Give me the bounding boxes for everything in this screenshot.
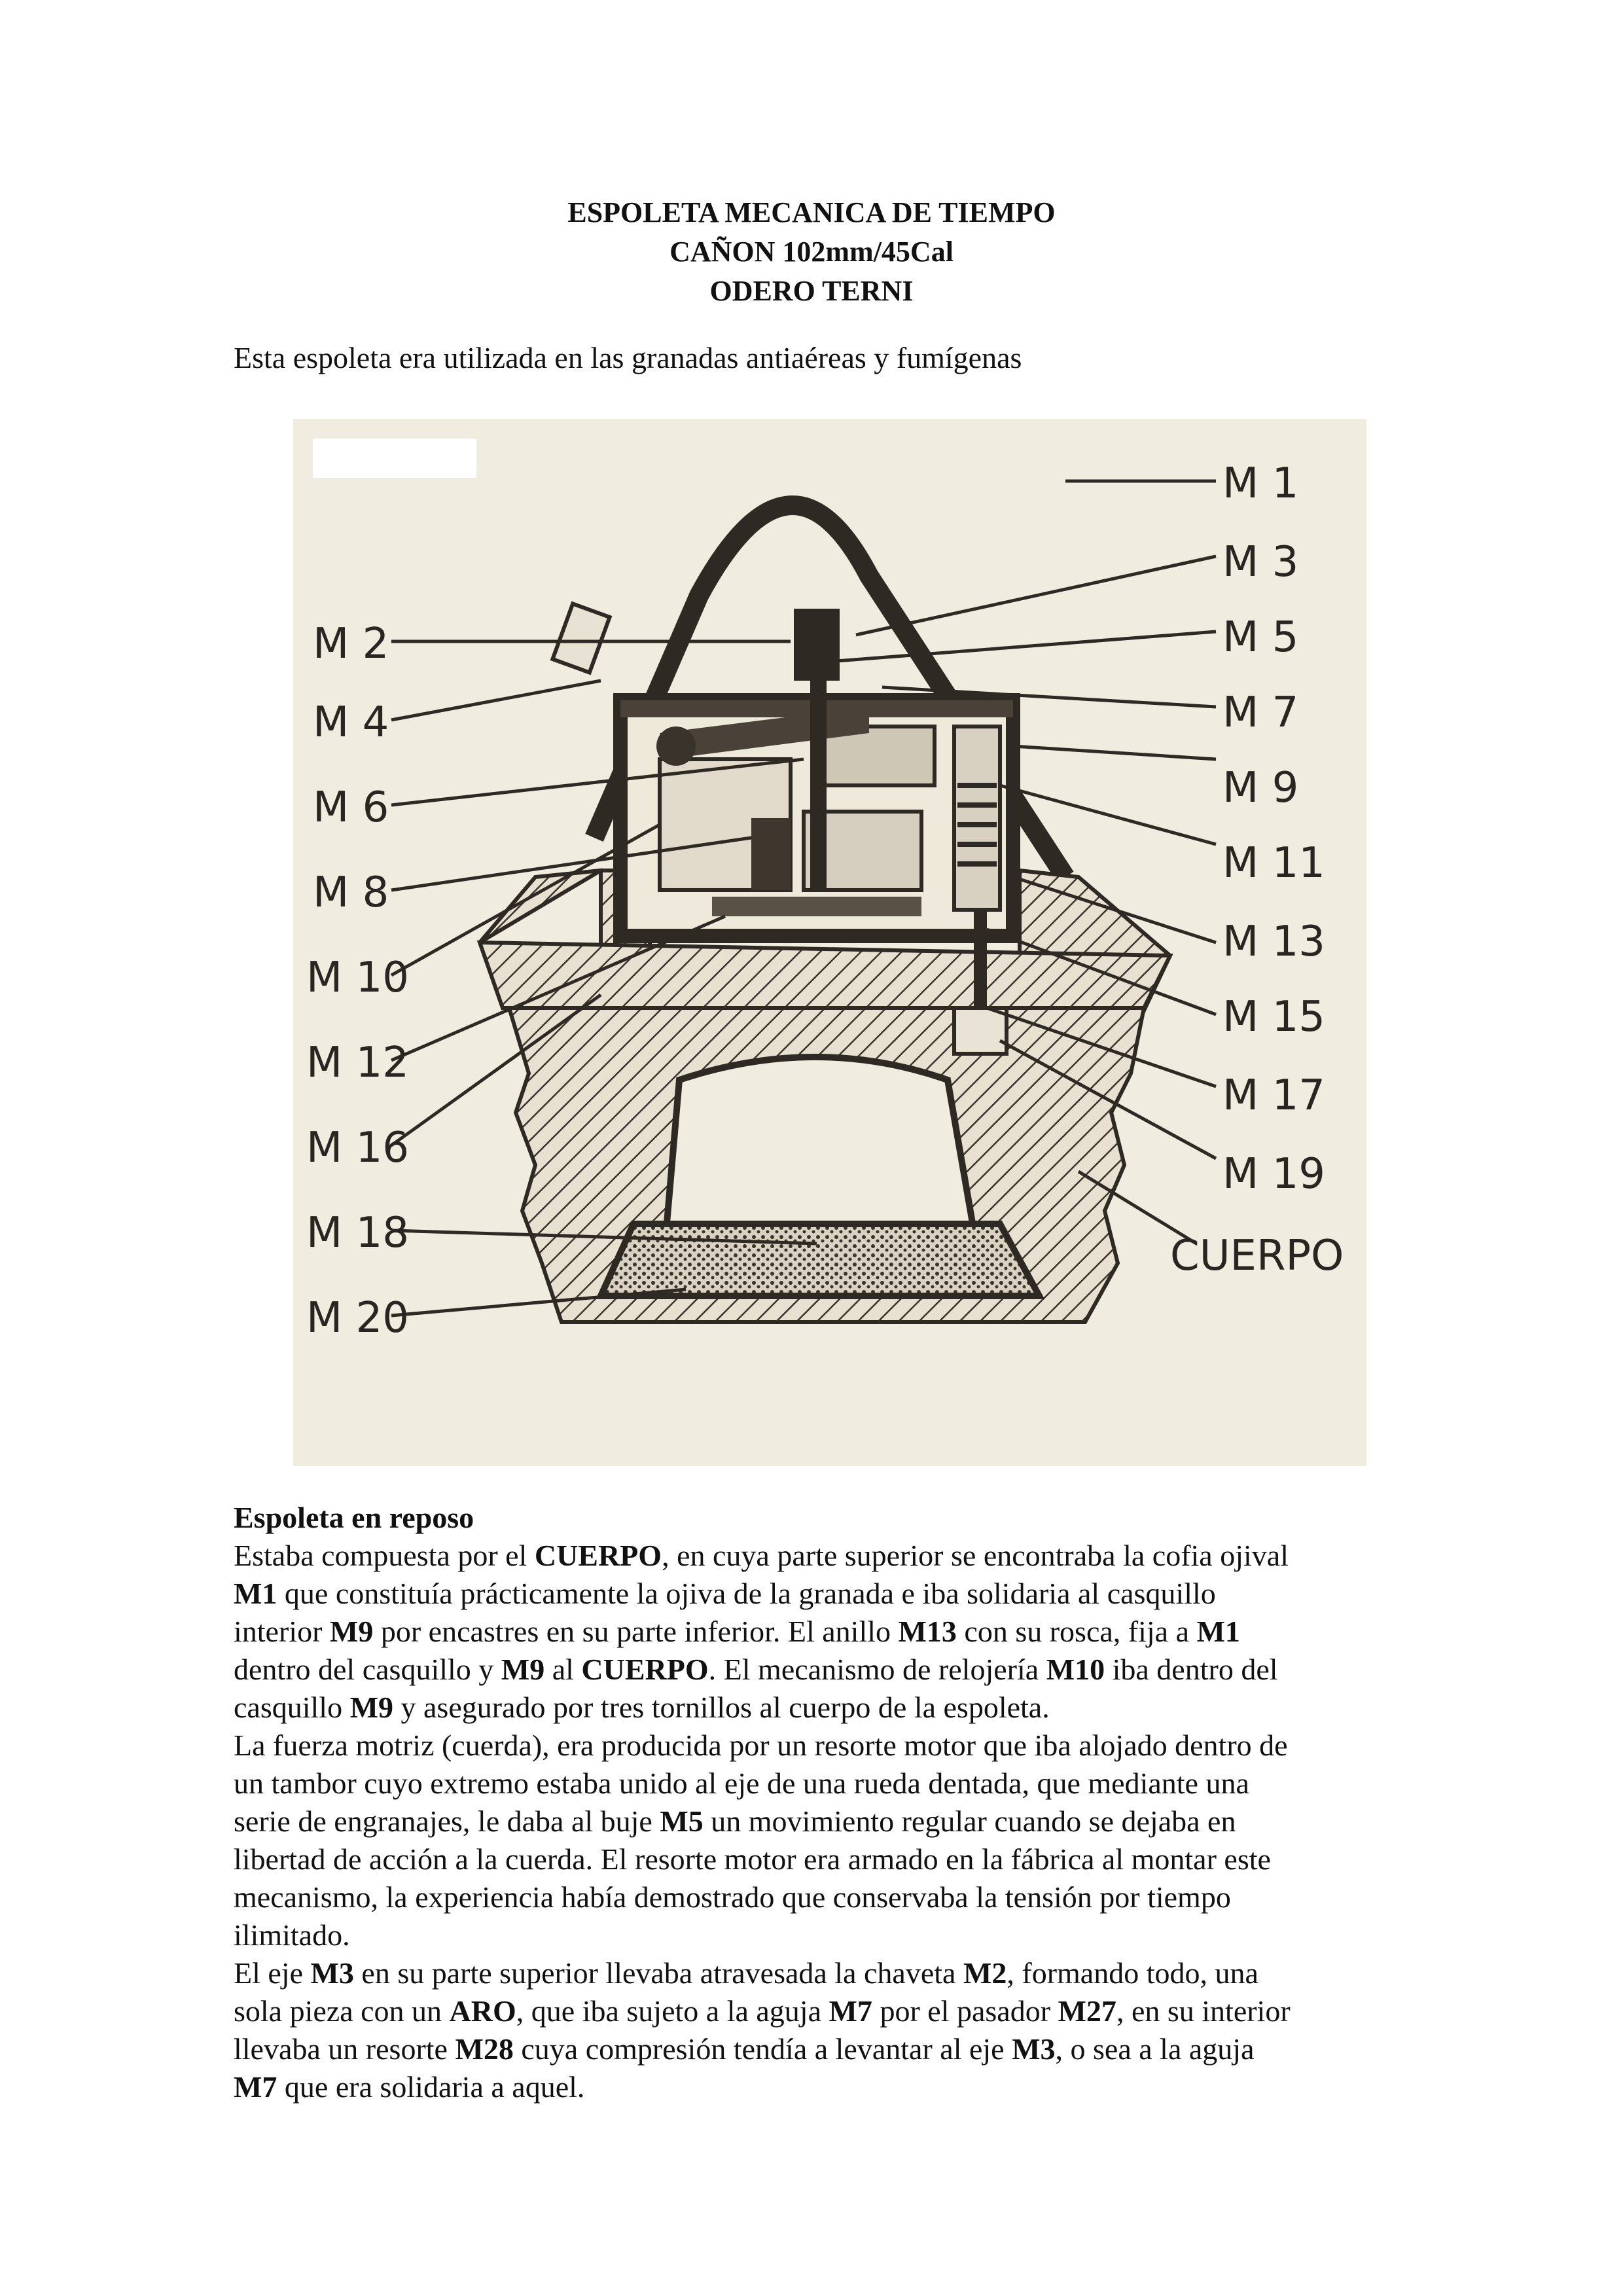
label-m6: M 6 (313, 783, 389, 832)
label-m8: M 8 (313, 869, 389, 917)
paragraph-2 (234, 1727, 1412, 1954)
body-shoulder (480, 942, 1170, 1008)
text-line: M7 que era solidaria a aquel. (234, 2070, 585, 2104)
text-line: llevaba un resorte M28 cuya compresión tendía a levantar al eje M3, o sea a la aguja (234, 2032, 1255, 2066)
text-line: casquillo M9 y asegurado por tres tornillos al cuerpo de la espoleta. (234, 1691, 1050, 1724)
label-m17: M 17 (1222, 1071, 1325, 1120)
pivot (656, 726, 696, 766)
fuze-cross-section-diagram (293, 419, 1366, 1466)
label-m3: M 3 (1222, 538, 1299, 586)
title-line-2: CAÑON 102mm/45Cal (669, 236, 954, 268)
gear-stack (751, 818, 791, 890)
label-m2: M 2 (313, 620, 389, 668)
detonator-m19 (954, 1008, 1007, 1054)
fuze-diagram-svg (293, 419, 1366, 1466)
text-line: Estaba compuesta por el CUERPO, en cuya parte superior se encontraba la cofia ojival (234, 1539, 1289, 1572)
label-m4: M 4 (313, 698, 389, 747)
title-line-3: ODERO TERNI (709, 275, 914, 307)
shaft-head-m5 (794, 609, 840, 681)
label-m20: M 20 (306, 1294, 409, 1342)
label-m10: M 10 (306, 954, 409, 1002)
blank-patch (313, 439, 476, 478)
document-title (0, 193, 1623, 311)
text-line: mecanismo, la experiencia había demostrado que conservaba la tensión por tiempo (234, 1880, 1231, 1914)
text-line: sola pieza con un ARO, que iba sujeto a la aguja M7 por el pasador M27, en su interior (234, 1994, 1291, 2028)
label-cuerpo: CUERPO (1170, 1232, 1344, 1280)
label-m13: M 13 (1222, 918, 1325, 966)
label-m1: M 1 (1222, 459, 1299, 508)
text-line: serie de engranajes, le daba al buje M5 un movimiento regular cuando se dejaba en (234, 1804, 1236, 1838)
label-m15: M 15 (1222, 993, 1325, 1041)
paragraph-1 (234, 1537, 1412, 1727)
intro-sentence: Esta espoleta era utilizada en las granadas antiaéreas y fumígenas (234, 341, 1022, 374)
text-line: El eje M3 en su parte superior llevaba atravesada la chaveta M2, formando todo, una (234, 1956, 1258, 1990)
section-heading: Espoleta en reposo (234, 1501, 474, 1534)
needle-m17 (974, 910, 987, 1008)
lower-plate (712, 897, 921, 916)
text-line: libertad de acción a la cuerda. El resorte motor era armado en la fábrica al montar este (234, 1842, 1271, 1876)
text-line: un tambor cuyo extremo estaba unido al eje de una rueda dentada, que mediante una (234, 1767, 1249, 1800)
text-line: interior M9 por encastres en su parte inferior. El anillo M13 con su rosca, fija a M1 (234, 1615, 1240, 1648)
label-m9: M 9 (1222, 764, 1299, 812)
text-line: dentro del casquillo y M9 al CUERPO. El mecanismo de relojería M10 iba dentro del (234, 1653, 1278, 1686)
powder-charge-m20 (601, 1224, 1039, 1296)
spring-housing (954, 726, 1000, 910)
text-line: M1 que constituía prácticamente la ojiva de la granada e iba solidaria al casquillo (234, 1577, 1216, 1610)
label-m12: M 12 (306, 1039, 409, 1087)
paragraph-3 (234, 1954, 1412, 2106)
inner-cavity (666, 1057, 974, 1230)
label-m5: M 5 (1222, 613, 1299, 662)
label-m11: M 11 (1222, 839, 1325, 888)
title-line-1: ESPOLETA MECANICA DE TIEMPO (567, 196, 1056, 228)
label-m18: M 18 (306, 1209, 409, 1257)
label-m19: M 19 (1222, 1150, 1325, 1198)
text-line: ilimitado. (234, 1918, 350, 1952)
label-m7: M 7 (1222, 689, 1299, 737)
shaft-m3 (810, 681, 827, 890)
body-text (234, 1499, 1412, 2106)
text-line: La fuerza motriz (cuerda), era producida por un resorte motor que iba alojado dentro de (234, 1729, 1288, 1762)
label-m16: M 16 (306, 1124, 409, 1172)
